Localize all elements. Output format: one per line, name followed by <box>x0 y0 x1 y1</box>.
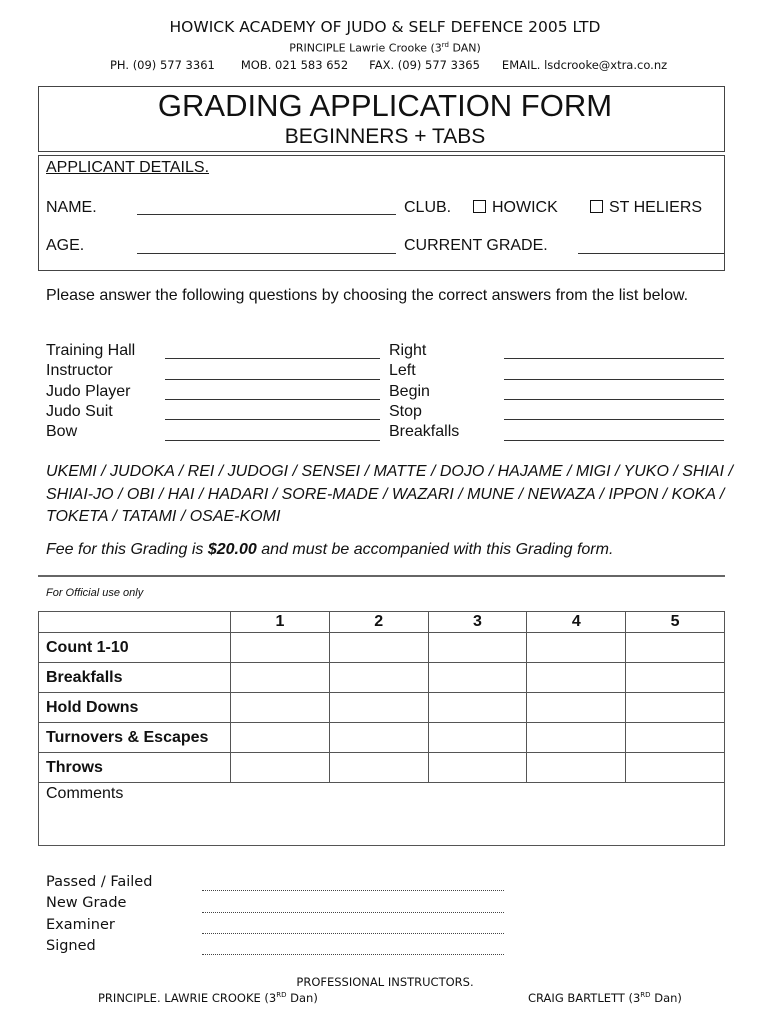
column-header: 5 <box>626 612 725 633</box>
age-label: AGE. <box>46 237 85 254</box>
footer-left-suffix: Dan) <box>286 991 318 1005</box>
score-cell[interactable] <box>329 663 428 693</box>
term-left: Left <box>389 362 416 380</box>
club-label: CLUB. <box>404 199 452 216</box>
form-subtitle: BEGINNERS + TABS <box>284 125 486 148</box>
answer-field-judo-suit[interactable] <box>165 419 380 420</box>
contact-email: EMAIL. lsdcrooke@xtra.co.nz <box>501 58 668 72</box>
answer-field-bow[interactable] <box>165 440 380 441</box>
score-cell[interactable] <box>428 753 527 783</box>
instruction-text: Please answer the following questions by choosing the correct answers from the list below. <box>46 287 689 304</box>
score-cell[interactable] <box>527 693 626 723</box>
footer-right-suffix: Dan) <box>650 991 682 1005</box>
score-cell[interactable] <box>428 723 527 753</box>
score-cell[interactable] <box>428 633 527 663</box>
column-header: 4 <box>527 612 626 633</box>
fee-after: and must be accompanied with this Grading form. <box>256 541 614 558</box>
answer-field-begin[interactable] <box>504 399 724 400</box>
principal-sup: rd <box>441 41 449 49</box>
score-cell[interactable] <box>329 723 428 753</box>
footer-left-instructor <box>98 991 318 1005</box>
column-header: 2 <box>329 612 428 633</box>
answer-field-training-hall[interactable] <box>165 358 380 359</box>
contact-line <box>110 58 670 72</box>
table-header-row <box>39 612 725 633</box>
club-option-st-heliers[interactable] <box>590 199 702 217</box>
score-cell[interactable] <box>626 693 725 723</box>
signed-field[interactable] <box>202 954 504 955</box>
applicant-heading: APPLICANT DETAILS. <box>46 159 210 176</box>
term-right: Right <box>389 342 427 359</box>
term-judo-player: Judo Player <box>46 382 131 400</box>
table-row <box>39 693 725 723</box>
result-labels <box>46 872 152 957</box>
row-label: Breakfalls <box>39 663 231 693</box>
result-label-new-grade: New Grade <box>46 895 127 912</box>
answer-field-instructor[interactable] <box>165 379 380 380</box>
official-divider <box>38 575 725 577</box>
current-grade-field[interactable] <box>578 253 724 254</box>
column-header: 3 <box>428 612 527 633</box>
answer-field-right[interactable] <box>504 358 724 359</box>
checkbox-icon[interactable] <box>473 200 486 213</box>
score-cell[interactable] <box>626 663 725 693</box>
score-cell[interactable] <box>527 753 626 783</box>
table-row <box>39 663 725 693</box>
principal-prefix: PRINCIPLE Lawrie Crooke (3 <box>289 41 442 55</box>
name-label: NAME. <box>46 199 97 216</box>
score-cell[interactable] <box>231 723 330 753</box>
score-cell[interactable] <box>527 633 626 663</box>
result-label-examiner: Examiner <box>46 916 115 933</box>
score-cell[interactable] <box>428 663 527 693</box>
footer-right-prefix: CRAIG BARTLETT (3 <box>528 991 641 1005</box>
score-cell[interactable] <box>231 753 330 783</box>
contact-mobile: MOB. 021 583 652 <box>240 58 349 72</box>
answer-field-judo-player[interactable] <box>165 399 380 400</box>
principal-line <box>0 41 770 55</box>
new-grade-field[interactable] <box>202 912 504 913</box>
table-row <box>39 633 725 663</box>
term-judo-suit: Judo Suit <box>46 402 113 420</box>
score-cell[interactable] <box>231 633 330 663</box>
name-field[interactable] <box>137 214 396 215</box>
footer-heading: PROFESSIONAL INSTRUCTORS. <box>296 975 474 989</box>
answer-field-left[interactable] <box>504 379 724 380</box>
official-grading-table <box>38 611 725 846</box>
principal-suffix: DAN) <box>448 41 481 55</box>
fee-text <box>46 541 613 559</box>
comments-row <box>39 783 725 846</box>
term-breakfalls: Breakfalls <box>389 423 460 441</box>
contact-fax: FAX. (09) 577 3365 <box>369 58 480 72</box>
club-option-howick[interactable] <box>473 199 558 217</box>
term-bow: Bow <box>46 423 78 441</box>
score-cell[interactable] <box>329 753 428 783</box>
examiner-field[interactable] <box>202 933 504 934</box>
passed-failed-field[interactable] <box>202 890 504 891</box>
footer-right-sup: RD <box>640 991 651 1000</box>
row-label: Throws <box>39 753 231 783</box>
score-cell[interactable] <box>626 753 725 783</box>
score-cell[interactable] <box>626 633 725 663</box>
right-terms <box>389 341 459 442</box>
contact-phone: PH. (09) 577 3361 <box>110 58 215 72</box>
comments-label: Comments <box>46 785 124 802</box>
result-label-passed-failed: Passed / Failed <box>46 874 153 890</box>
score-cell[interactable] <box>329 633 428 663</box>
term-instructor: Instructor <box>46 362 113 380</box>
score-cell[interactable] <box>231 693 330 723</box>
row-label: Count 1-10 <box>39 633 231 663</box>
grade-label: CURRENT GRADE. <box>404 237 548 254</box>
form-title: GRADING APPLICATION FORM <box>157 88 613 123</box>
term-training-hall: Training Hall <box>46 342 136 359</box>
footer-right-instructor <box>528 991 682 1005</box>
club-option-st-heliers-label: ST HELIERS <box>609 199 703 216</box>
answer-field-stop[interactable] <box>504 419 724 420</box>
row-label: Hold Downs <box>39 693 231 723</box>
club-option-howick-label: HOWICK <box>492 199 558 216</box>
answer-field-breakfalls[interactable] <box>504 440 724 441</box>
column-header: 1 <box>231 612 330 633</box>
score-cell[interactable] <box>626 723 725 753</box>
answer-list: UKEMI / JUDOKA / REI / JUDOGI / SENSEI / MATTE / DOJO / HAJAME / MIGI / YUKO / SHIAI / SHIAI-JO / OBI / HAI / HADARI / SORE-MADE / WAZARI / MUNE / NEWAZA / IPPON / KOKA / TOKETA / TATAMI / OSAE-KOMI <box>46 463 733 525</box>
footer-left-prefix: PRINCIPLE. LAWRIE CROOKE (3 <box>98 991 277 1005</box>
table-row <box>39 723 725 753</box>
left-terms <box>46 341 135 442</box>
table-row <box>39 753 725 783</box>
fee-before: Fee for this Grading is <box>46 541 208 558</box>
result-label-signed: Signed <box>46 937 96 954</box>
comments-field[interactable] <box>39 783 725 846</box>
term-stop: Stop <box>389 402 422 420</box>
term-begin: Begin <box>389 382 430 400</box>
official-use-label: For Official use only <box>46 587 144 599</box>
fee-amount: $20.00 <box>207 541 257 558</box>
score-cell[interactable] <box>231 663 330 693</box>
age-field[interactable] <box>137 253 396 254</box>
table-corner <box>39 612 231 633</box>
footer-left-sup: RD <box>276 991 287 1000</box>
score-cell[interactable] <box>527 663 626 693</box>
academy-name: HOWICK ACADEMY OF JUDO & SELF DEFENCE 2005 LTD <box>169 18 601 36</box>
score-cell[interactable] <box>428 693 527 723</box>
row-label: Turnovers & Escapes <box>39 723 231 753</box>
score-cell[interactable] <box>527 723 626 753</box>
checkbox-icon[interactable] <box>590 200 603 213</box>
score-cell[interactable] <box>329 693 428 723</box>
